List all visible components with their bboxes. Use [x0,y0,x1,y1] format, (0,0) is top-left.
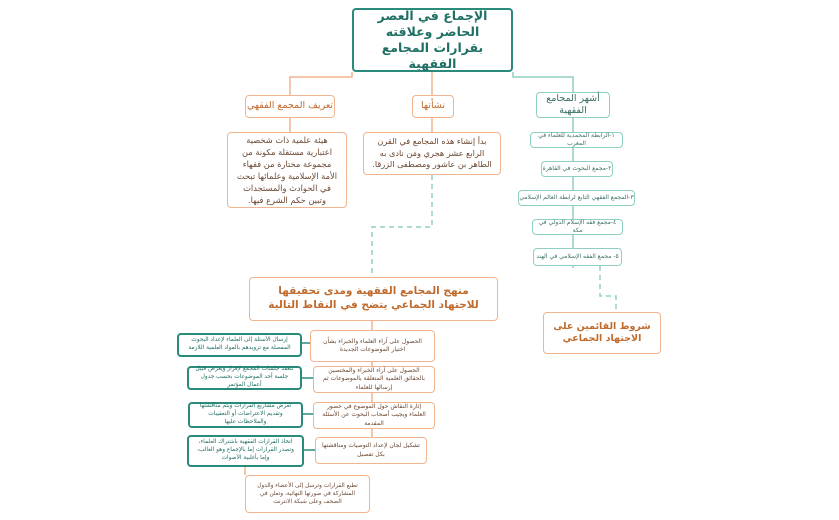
branch-definition [245,95,335,118]
branch-origin-label: نشأتها [421,100,445,112]
council-item-2 [541,161,613,177]
step-3-right-text: إثارة النقاش حول الموضوع في حضور العلماء ويجيب أصحاب البحوث عن الأسئلة المقدمة [322,402,426,427]
branch-definition-label: تعريف المجمع الفقهي [246,100,334,112]
step-1-right-text: الحصول على آراء العلماء والخبراء بشأن اختيار الموضوعات الجديدة [323,337,422,353]
origin-text: بدأ إنشاء هذه المجامع في القرن الرابع عشر هجري ومَن نادى به الطاهر بن عاشور ومصطفى الزرقا. [372,136,492,170]
council-item-5-text: ٥- مجمع الفقه الإسلامي في الهند [536,253,619,261]
method-title-box [249,277,498,321]
step-2-right-text: الحصول على آراء الخبراء والمختصين بالحقائق العلمية المتعلقة بالموضوعات ثم إرسالها للعلماء [323,366,425,391]
council-item-4-text: ٤-مجمع فقه الإسلام الدولي في مكة [538,219,617,234]
step-3-left-text: تعرض مشاريع القرارات ويتم مناقشتها وتقديم الاعتراضات أو التعقيبات والملاحظات عليها [199,403,292,425]
step-1-left-text: إرسال الأسئلة إلى العلماء لإعداد البحوث المفصلة مع تزويدهم بالمواد العلمية اللازمة [188,337,291,351]
council-item-1-text: ١-الرابطة المحمدية للعلماء في المغرب [538,132,615,147]
council-item-3 [518,190,635,206]
main-title [352,8,513,72]
step-4-left-text: اتخاذ القرارات الفقهية باشتراك العلماء، وتصدر القرارات إما بالإجماع وهو الغالب، وإما بأغلبية الأصوات [197,439,294,461]
step-2-left [187,366,302,390]
main-title-text: الإجماع في العصر الحاضر وعلاقته بقرارات المجامع الفقهية [377,7,488,72]
connector-councils-conditions [600,266,616,312]
branch-famous-councils [536,92,610,118]
step-3-right [313,402,435,429]
step-3-left [188,402,303,428]
definition-text: هيئة علمية ذات شخصية اعتبارية مستقلة مكونة من مجموعة مختارة من فقهاء الأمة الإسلامية وعلمائها تبحث في الحوادث والمستجدات وتبين حكم الشرع فيها. [236,134,338,206]
council-item-3-text: ٣-المجمع الفقهي التابع لرابطة العالم الإسلامي [519,194,634,202]
step-2-left-text: تنعقد جلسات المجمع لإقرار ويعرض قبيل جلسة أحد الموضوعات بحسب جدول أعمال المؤتمر [195,366,294,388]
council-item-5 [533,248,622,266]
final-text: تطبع القرارات وترسل إلى الأعضاء والدول المشاركة في صورتها النهائية، وتعلن في الصحف وعلى شبكة الانترنت [257,482,358,506]
step-1-right [310,330,435,362]
council-item-1 [530,132,623,148]
step-4-right [315,437,427,464]
connector-title-right [513,72,573,92]
definition-box [227,132,347,208]
method-title-text: منهج المجامع الفقهية ومدى تحقيقها للاجتهاد الجماعي يتضح في النقاط التالية [268,285,479,311]
step-4-left [187,435,304,467]
step-2-right [313,366,435,393]
conditions-text: شروط القائمين على الاجتهاد الجماعي [553,320,651,344]
conditions-box [543,312,661,354]
council-item-4 [532,219,623,235]
step-1-left [177,333,302,357]
step-4-right-text: تشكيل لجان لإعداد التوصيات ومناقشتها بكل تفصيل [322,442,420,458]
connector-origin-method [372,175,432,277]
final-box [245,475,370,513]
branch-origin [412,95,454,118]
branch-famous-councils-label: أشهر المجامع الفقهية [546,92,600,116]
origin-box [363,132,501,175]
connector-title-left [290,72,352,95]
council-item-2-text: ٢-مجمع البحوث في القاهرة [542,165,612,173]
